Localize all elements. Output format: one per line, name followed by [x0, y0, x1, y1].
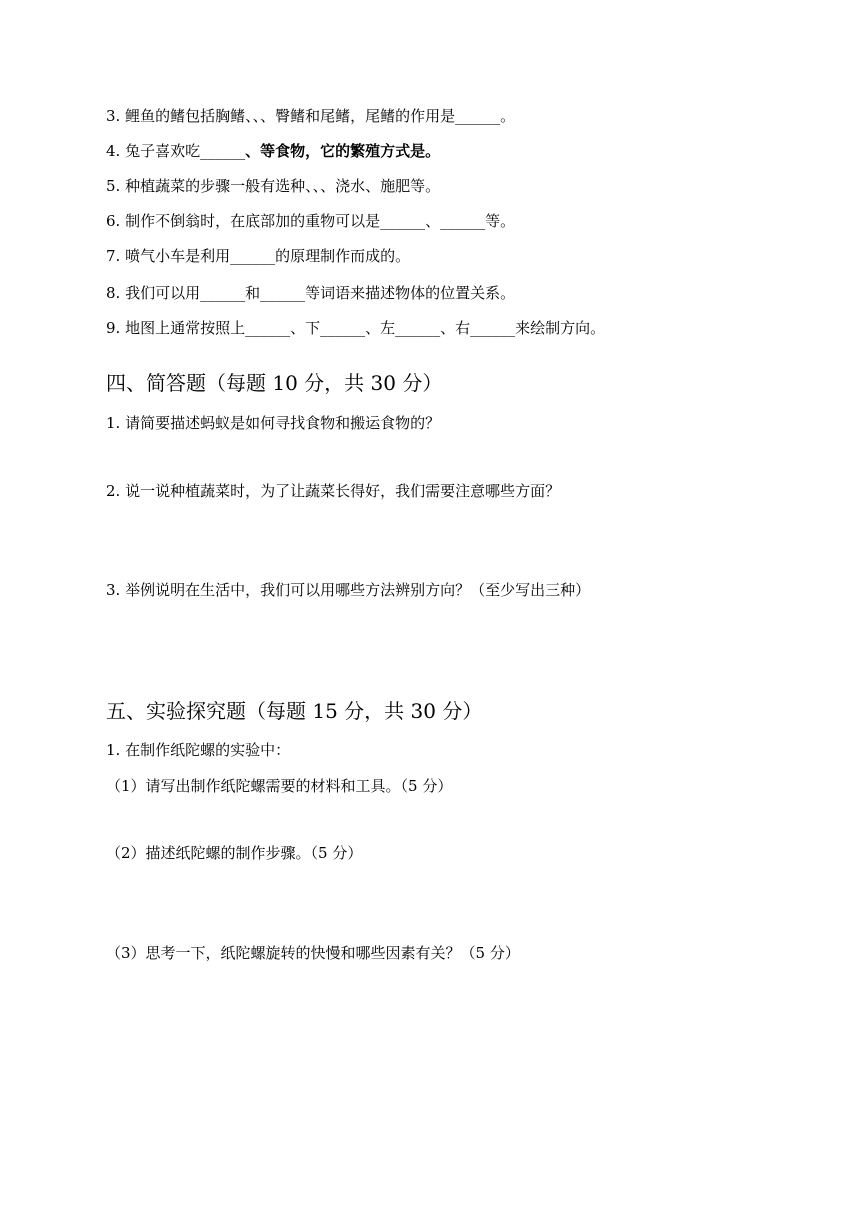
section-5-question-1: 1. 在制作纸陀螺的实验中：	[106, 741, 291, 759]
question-4-rest: 、等食物，它的繁殖方式是。	[245, 142, 441, 160]
section-5-part-1: （1）请写出制作纸陀螺需要的材料和工具。（5 分）	[106, 777, 453, 795]
question-5: 5. 种植蔬菜的步骤一般有选种、、、浇水、施肥等。	[106, 177, 441, 195]
question-4-start: 4. 兔子喜欢吃______	[106, 142, 246, 160]
section-4-question-1: 1. 请简要描述蚂蚁是如何寻找食物和搬运食物的？	[106, 414, 441, 432]
question-4	[106, 141, 440, 161]
question-3: 3. 鲤鱼的鳍包括胸鳍、、、臀鳍和尾鳍，尾鳍的作用是______。	[106, 107, 516, 125]
section-5-part-3: （3）思考一下，纸陀螺旋转的快慢和哪些因素有关？（5 分）	[106, 944, 520, 962]
section-4-question-3: 3. 举例说明在生活中，我们可以用哪些方法辨别方向？（至少写出三种）	[106, 581, 591, 599]
question-6: 6. 制作不倒翁时，在底部加的重物可以是______、______等。	[106, 212, 516, 230]
section-4-title: 四、简答题（每题 10 分，共 30 分）	[106, 371, 443, 395]
section-5-part-2: （2）描述纸陀螺的制作步骤。（5 分）	[106, 844, 363, 862]
question-9: 9. 地图上通常按照上______、下______、左______、右______来绘制方向。	[106, 319, 606, 337]
question-7: 7. 喷气小车是利用______的原理制作而成的。	[106, 247, 411, 265]
section-4-question-2: 2. 说一说种植蔬菜时，为了让蔬菜长得好，我们需要注意哪些方面？	[106, 482, 561, 500]
section-5-title: 五、实验探究题（每题 15 分，共 30 分）	[106, 699, 483, 723]
question-8: 8. 我们可以用______和______等词语来描述物体的位置关系。	[106, 284, 516, 302]
